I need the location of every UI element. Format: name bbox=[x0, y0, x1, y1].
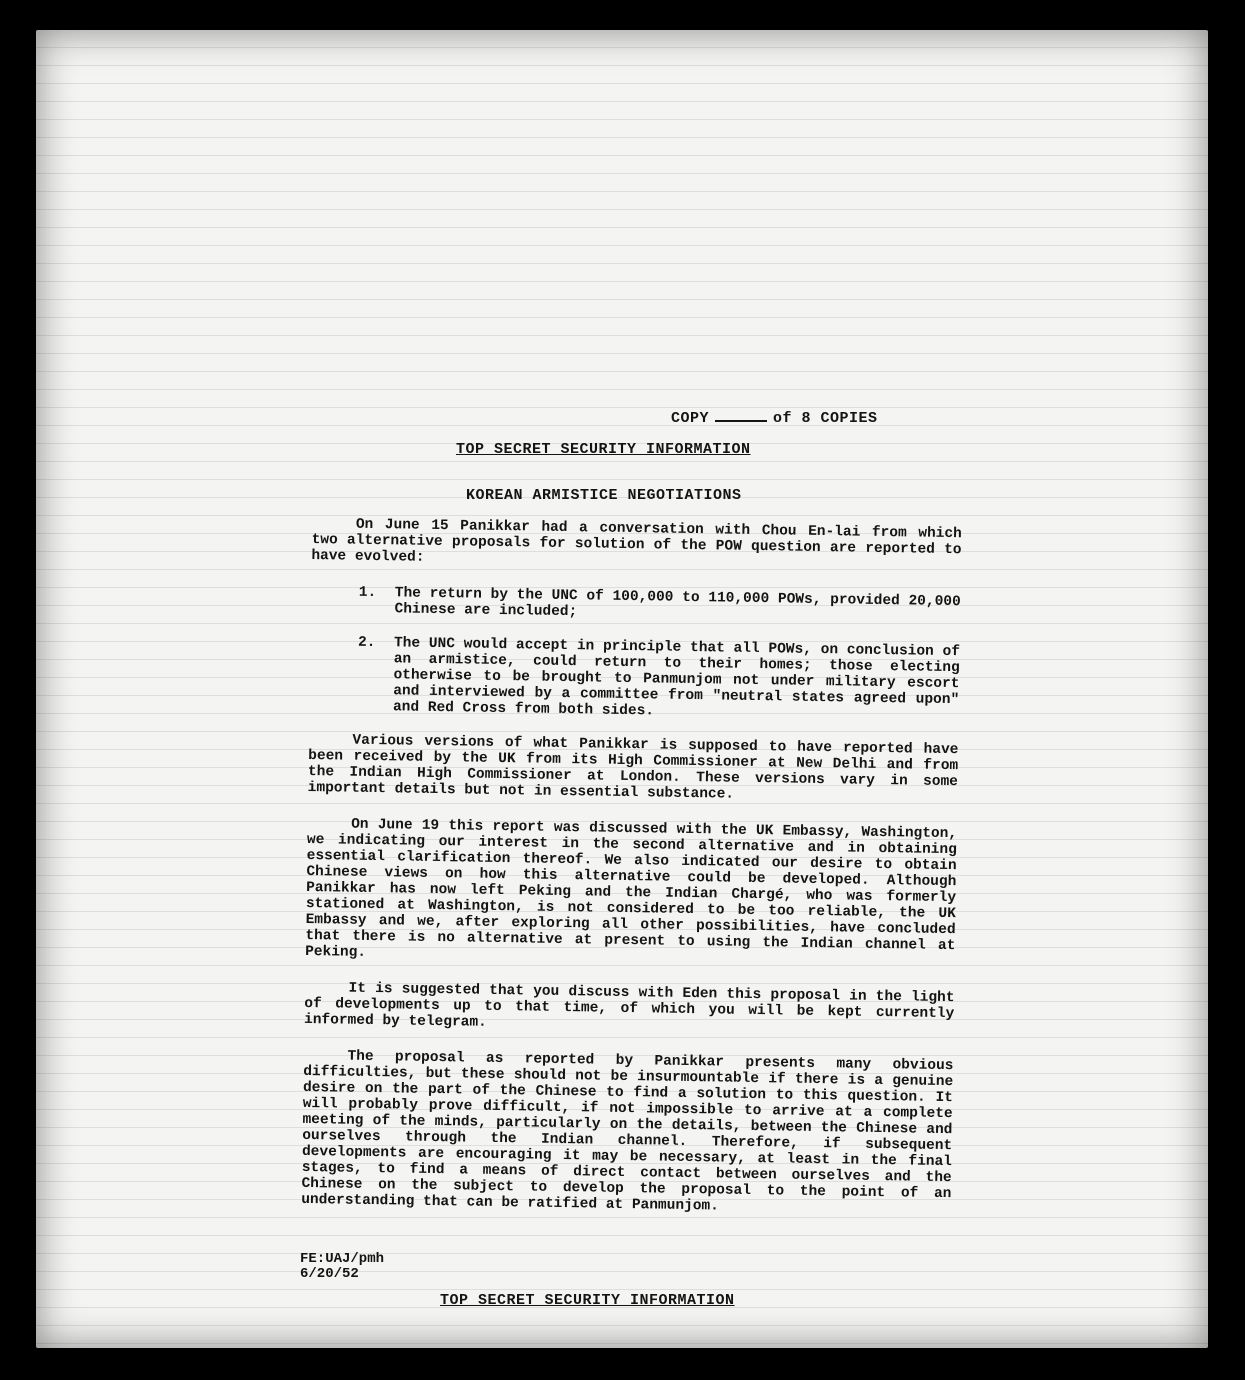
intro-paragraph: On June 15 Panikkar had a conversation with Chou En-lai from which two alternative proposals for solution of the POW question are reported to have evolved: bbox=[311, 516, 962, 566]
reference-initials: FE:UAJ/pmh 6/20/52 bbox=[300, 1251, 385, 1282]
copy-number-blank bbox=[715, 420, 767, 422]
document-page bbox=[36, 30, 1208, 1348]
memo bbox=[36, 30, 1208, 1348]
classification-header: TOP SECRET SECURITY INFORMATION bbox=[456, 441, 751, 458]
copy-label: COPY bbox=[671, 410, 710, 427]
body-paragraph: The proposal as reported by Panikkar presents many obvious difficulties, but these should not be insurmountable if there is a genuine desire on the part of the Chinese to find a solution to this question. It will probably prove difficult, if not impossible to arrive at a complete meeting of the minds, particularly on the details, between the Chinese and ourselves through the Indian channel. Therefore, if subsequent developments are encouraging it may be necessary, at least in the final stages, to find a means of direct contact between ourselves and the Chinese on the subject to develop the proposal to the point of an understanding that can be ratified at Panmunjom. bbox=[301, 1048, 954, 1215]
proposal-item bbox=[357, 635, 960, 724]
proposal-number: 1. bbox=[358, 584, 377, 602]
body-paragraph: Various versions of what Panikkar is supposed to have reported have been received by the UK from its High Commissioner at New Delhi and from the Indian High Commissioner at London. These versions vary in some important details but not in essential substance. bbox=[307, 732, 959, 803]
proposal-text: The UNC would accept in principle that all POWs, on conclusion of an armistice, could return to their homes; those electing otherwise to be brought to Panmunjom not under military escort and interviewed by a committee from "neutral states agreed upon" and Red Cross from both sides. bbox=[392, 635, 961, 720]
proposal-text: The return by the UNC of 100,000 to 110,000 POWs, provided 20,000 Chinese are included; bbox=[394, 585, 961, 621]
document-title: KOREAN ARMISTICE NEGOTIATIONS bbox=[466, 487, 742, 504]
proposal-item bbox=[358, 585, 960, 626]
proposal-number: 2. bbox=[357, 634, 376, 652]
body-paragraph: On June 19 this report was discussed with the UK Embassy, Washington, we indicating our interest in the second alternative and in obtaining essential clarification thereof. We also indicated our desire to obtain Chinese views on how this alternative could be developed. Although Panikkar has now left Peking and the Indian Chargé, who was formerly stationed at Washington, is not considered to be too reliable, the UK Embassy and we, after exploring all other possibilities, have concluded that there is no alternative at present to using the Indian channel at Peking. bbox=[305, 816, 958, 961]
classification-footer: TOP SECRET SECURITY INFORMATION bbox=[440, 1292, 735, 1309]
copy-number-line bbox=[671, 410, 878, 427]
copy-total: of 8 COPIES bbox=[773, 410, 878, 427]
body-paragraph: It is suggested that you discuss with Eden this proposal in the light of developments up to that time, of which you will be kept currently informed by telegram. bbox=[303, 980, 955, 1031]
memo-body bbox=[301, 516, 962, 1238]
